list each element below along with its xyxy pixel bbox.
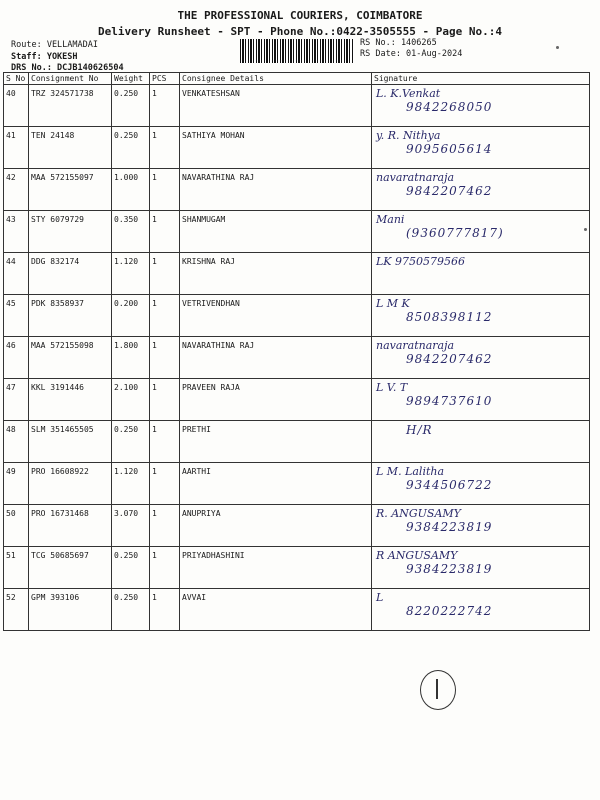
row-pcs: 1 [150, 505, 180, 547]
row-pcs: 1 [150, 295, 180, 337]
row-weight: 1.800 [112, 337, 150, 379]
signature-handwriting [376, 129, 492, 156]
row-signature [372, 169, 590, 211]
barcode [240, 39, 354, 63]
signature-handwriting [376, 507, 492, 534]
row-sno: 41 [4, 127, 29, 169]
row-signature [372, 295, 590, 337]
row-consignee: KRISHNA RAJ [180, 253, 372, 295]
row-consignment: TCG 50685697 [29, 547, 112, 589]
circle-mark [420, 670, 456, 710]
table-row [4, 169, 590, 211]
row-consignment: DDG 832174 [29, 253, 112, 295]
row-sno: 45 [4, 295, 29, 337]
signature-name: navaratnaraja [376, 339, 455, 352]
row-pcs: 1 [150, 547, 180, 589]
signature-phone: 9842207462 [406, 352, 493, 366]
row-weight: 1.120 [112, 463, 150, 505]
row-consignee: PRETHI [180, 421, 372, 463]
row-consignee: SHANMUGAM [180, 211, 372, 253]
rs-number: RS No.: 1406265 [360, 38, 437, 48]
signature-phone: 9842268050 [406, 100, 493, 114]
table-row [4, 85, 590, 127]
row-signature [372, 547, 590, 589]
signature-phone: 9095605614 [406, 142, 493, 156]
col-consignee: Consignee Details [180, 73, 372, 85]
row-consignee: VETRIVENDHAN [180, 295, 372, 337]
company-title: THE PROFESSIONAL COURIERS, COIMBATORE [177, 9, 423, 22]
signature-handwriting [376, 171, 492, 198]
row-consignment: PRO 16731468 [29, 505, 112, 547]
table-row [4, 589, 590, 631]
row-consignee: SATHIYA MOHAN [180, 127, 372, 169]
col-sno: S No [4, 73, 29, 85]
row-pcs: 1 [150, 337, 180, 379]
signature-name: y. R. Nithya [376, 129, 441, 142]
row-weight: 0.250 [112, 589, 150, 631]
signature-phone: 9384223819 [406, 520, 493, 534]
signature-name: LK 9750579566 [376, 255, 466, 268]
signature-name: R ANGUSAMY [376, 549, 458, 562]
row-signature [372, 253, 590, 295]
signature-handwriting [376, 339, 492, 366]
table-row [4, 127, 590, 169]
col-weight: Weight [112, 73, 150, 85]
staff-label: Staff: YOKESH [11, 52, 78, 62]
drs-number: DRS No.: DCJB140626504 [11, 63, 124, 73]
signature-name: L M. Lalitha [376, 465, 445, 478]
row-signature [372, 337, 590, 379]
row-consignee: ANUPRIYA [180, 505, 372, 547]
signature-name: navaratnaraja [376, 171, 455, 184]
col-pcs: PCS [150, 73, 180, 85]
row-weight: 0.250 [112, 85, 150, 127]
row-consignment: PRO 16608922 [29, 463, 112, 505]
row-consignee: AVVAI [180, 589, 372, 631]
table-header [4, 73, 590, 85]
runsheet-subtitle: Delivery Runsheet - SPT - Phone No.:0422-3505555 - Page No.:4 [98, 25, 502, 38]
row-pcs: 1 [150, 169, 180, 211]
row-weight: 0.250 [112, 127, 150, 169]
table-row [4, 379, 590, 421]
row-consignment: TEN 24148 [29, 127, 112, 169]
signature-handwriting [376, 297, 492, 324]
row-weight: 0.200 [112, 295, 150, 337]
row-weight: 1.120 [112, 253, 150, 295]
signature-name: Mani [376, 213, 405, 226]
signature-handwriting [376, 87, 492, 114]
table-row [4, 421, 590, 463]
row-signature [372, 421, 590, 463]
row-pcs: 1 [150, 85, 180, 127]
row-signature [372, 127, 590, 169]
signature-phone: 9344506722 [406, 478, 493, 492]
mark-dot [584, 228, 587, 231]
runsheet-table [3, 72, 590, 631]
row-consignee: PRAVEEN RAJA [180, 379, 372, 421]
col-consignment: Consignment No [29, 73, 112, 85]
row-sno: 52 [4, 589, 29, 631]
row-weight: 3.070 [112, 505, 150, 547]
row-weight: 0.250 [112, 421, 150, 463]
signature-handwriting [376, 549, 492, 576]
row-weight: 0.250 [112, 547, 150, 589]
row-consignee: PRIYADHASHINI [180, 547, 372, 589]
table-row [4, 463, 590, 505]
row-weight: 1.000 [112, 169, 150, 211]
table-row [4, 253, 590, 295]
row-pcs: 1 [150, 589, 180, 631]
row-pcs: 1 [150, 463, 180, 505]
signature-name: L M K [376, 297, 410, 310]
row-sno: 42 [4, 169, 29, 211]
signature-handwriting [376, 591, 492, 618]
signature-phone: 8220222742 [406, 604, 493, 618]
signature-phone: H/R [406, 423, 433, 437]
row-consignment: MAA 572155097 [29, 169, 112, 211]
row-consignee: VENKATESHSAN [180, 85, 372, 127]
row-signature [372, 505, 590, 547]
row-pcs: 1 [150, 211, 180, 253]
rs-date: RS Date: 01-Aug-2024 [360, 49, 463, 59]
row-consignment: PDK 8358937 [29, 295, 112, 337]
row-weight: 0.350 [112, 211, 150, 253]
row-consignee: AARTHI [180, 463, 372, 505]
table-row [4, 211, 590, 253]
signature-handwriting [376, 213, 504, 240]
row-weight: 2.100 [112, 379, 150, 421]
row-signature [372, 211, 590, 253]
row-sno: 50 [4, 505, 29, 547]
row-pcs: 1 [150, 127, 180, 169]
signature-phone: 9894737610 [406, 394, 493, 408]
signature-handwriting [376, 465, 492, 492]
col-signature: Signature [372, 73, 590, 85]
row-consignment: STY 6079729 [29, 211, 112, 253]
table-row [4, 505, 590, 547]
row-pcs: 1 [150, 379, 180, 421]
row-signature [372, 589, 590, 631]
row-consignment: GPM 393106 [29, 589, 112, 631]
row-signature [372, 463, 590, 505]
signature-phone: 9384223819 [406, 562, 493, 576]
signature-name: L. K.Venkat [376, 87, 441, 100]
row-sno: 51 [4, 547, 29, 589]
row-signature [372, 379, 590, 421]
row-pcs: 1 [150, 253, 180, 295]
row-consignment: KKL 3191446 [29, 379, 112, 421]
table-row [4, 295, 590, 337]
mark-dot [556, 46, 559, 49]
route-label: Route: VELLAMADAI [11, 40, 98, 50]
row-sno: 43 [4, 211, 29, 253]
signature-name: L V. T [376, 381, 408, 394]
signature-handwriting [376, 423, 433, 437]
row-signature [372, 85, 590, 127]
signature-name: L [376, 591, 384, 604]
signature-phone: 9842207462 [406, 184, 493, 198]
table-row [4, 547, 590, 589]
signature-handwriting [376, 255, 465, 268]
signature-handwriting [376, 381, 492, 408]
row-sno: 48 [4, 421, 29, 463]
row-consignment: MAA 572155098 [29, 337, 112, 379]
row-sno: 40 [4, 85, 29, 127]
row-consignment: TRZ 324571738 [29, 85, 112, 127]
row-sno: 44 [4, 253, 29, 295]
row-consignee: NAVARATHINA RAJ [180, 169, 372, 211]
row-pcs: 1 [150, 421, 180, 463]
row-sno: 49 [4, 463, 29, 505]
row-consignment: SLM 351465505 [29, 421, 112, 463]
signature-name: R. ANGUSAMY [376, 507, 461, 520]
signature-phone: (9360777817) [406, 226, 504, 240]
row-sno: 47 [4, 379, 29, 421]
row-consignee: NAVARATHINA RAJ [180, 337, 372, 379]
signature-phone: 8508398112 [406, 310, 493, 324]
row-sno: 46 [4, 337, 29, 379]
table-row [4, 337, 590, 379]
